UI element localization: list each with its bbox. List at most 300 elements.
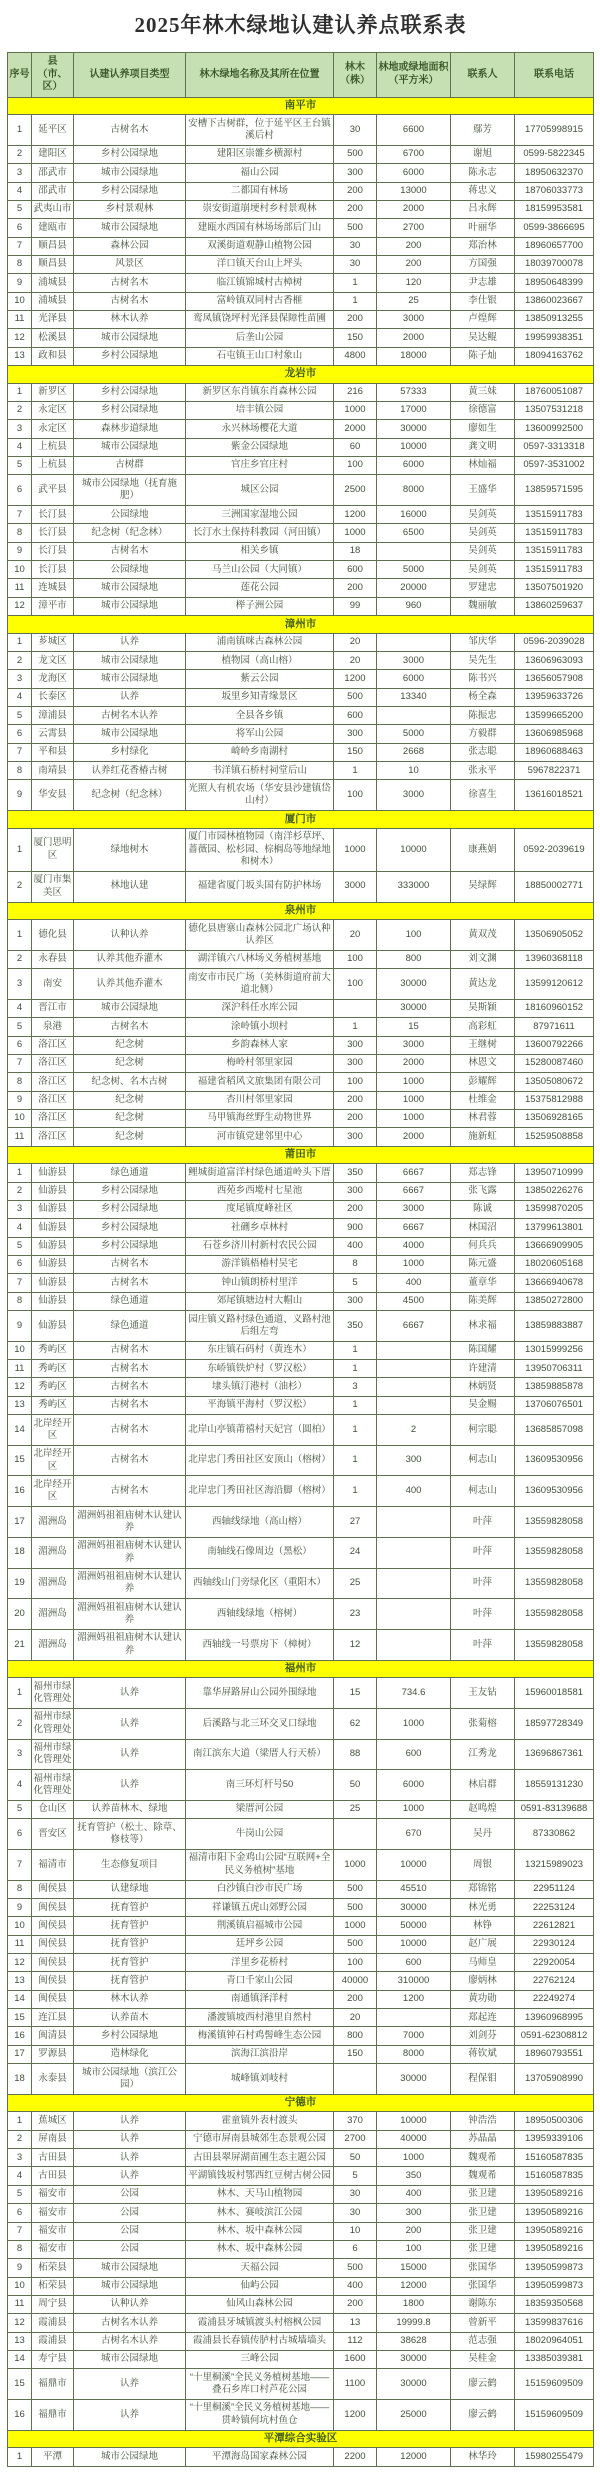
cell-county: 浦城县	[32, 292, 74, 310]
cell-location: 相关乡镇	[186, 542, 334, 560]
cell-trees: 62	[334, 1708, 377, 1739]
cell-location: 洋里乡花桥村	[186, 1954, 334, 1972]
table-row	[8, 2064, 594, 2095]
table-row	[8, 871, 594, 902]
cell-project-type: 认养	[74, 1678, 186, 1709]
cell-project-type: 城市公园绿地	[74, 579, 186, 597]
cell-location: 园庄镇义路村绿色通道、义路村池后组左弯	[186, 1311, 334, 1342]
cell-county: 屏南县	[32, 2130, 74, 2148]
cell-project-type: 公园	[74, 2222, 186, 2240]
cell-trees: 25	[334, 1800, 377, 1818]
cell-trees: 800	[334, 2027, 377, 2045]
cell-index: 18	[8, 1537, 32, 1568]
cell-index: 7	[8, 1054, 32, 1072]
cell-area: 13340	[377, 688, 451, 706]
cell-project-type: 古树名木	[74, 542, 186, 560]
cell-county: 闽侯县	[32, 1990, 74, 2008]
cell-trees: 150	[334, 329, 377, 347]
cell-trees: 5	[334, 2167, 377, 2185]
cell-phone: 13609530956	[515, 1476, 594, 1507]
cell-location: 游洋镇梧椿村吴宅	[186, 1255, 334, 1273]
cell-area: 25000	[377, 2399, 451, 2430]
cell-location: 林木、坂中森林公园	[186, 2240, 334, 2258]
cell-location: 坂里乡知青缘景区	[186, 688, 334, 706]
cell-county: 德化县	[32, 920, 74, 951]
cell-index: 2	[8, 871, 32, 902]
cell-area: 57333	[377, 383, 451, 401]
cell-county: 福州市绿化管理处	[32, 1739, 74, 1770]
cell-index: 7	[8, 1849, 32, 1880]
header-row	[8, 53, 594, 98]
cell-area: 5000	[377, 561, 451, 579]
cell-phone: 13505080672	[515, 1073, 594, 1091]
cell-contact: 徐德富	[451, 401, 515, 419]
cell-trees: 1	[334, 762, 377, 780]
cell-location: 钟山镇朗桥村里洋	[186, 1274, 334, 1292]
cell-area: 50000	[377, 1917, 451, 1935]
cell-contact: 罗建忠	[451, 579, 515, 597]
cell-location: 西轴线山门旁绿化区（重阳木）	[186, 1568, 334, 1599]
cell-index: 5	[8, 1237, 32, 1255]
cell-county: 福安市	[32, 2185, 74, 2203]
cell-county: 上杭县	[32, 438, 74, 456]
cell-trees: 8	[334, 1255, 377, 1273]
table-row	[8, 652, 594, 670]
cell-phone: 13656057908	[515, 670, 594, 688]
cell-project-type: 绿色通道	[74, 1164, 186, 1182]
cell-trees: 350	[334, 1311, 377, 1342]
cell-contact: 魏丽敏	[451, 597, 515, 615]
cell-contact: 陈国耀	[451, 1341, 515, 1359]
cell-phone: 13696867361	[515, 1739, 594, 1770]
cell-phone: 13599870205	[515, 1200, 594, 1218]
cell-trees: 1200	[334, 2399, 377, 2430]
cell-county: 洛江区	[32, 1091, 74, 1109]
cell-county: 闽侯县	[32, 1899, 74, 1917]
table-row	[8, 1899, 594, 1917]
cell-county: 洛江区	[32, 1036, 74, 1054]
cell-phone: 0597-3531002	[515, 456, 594, 474]
cell-phone: 13859885878	[515, 1378, 594, 1396]
cell-index: 3	[8, 670, 32, 688]
cell-area: 734.6	[377, 1678, 451, 1709]
cell-contact: 郑志锋	[451, 1164, 515, 1182]
col-header-index: 序号	[8, 53, 32, 98]
cell-county: 仙游县	[32, 1255, 74, 1273]
cell-location: 乡韵森林人家	[186, 1036, 334, 1054]
cell-contact: 董章华	[451, 1274, 515, 1292]
cell-contact: 许建清	[451, 1360, 515, 1378]
cell-county: 泉港	[32, 1018, 74, 1036]
cell-phone: 13950706311	[515, 1360, 594, 1378]
cell-county: 湄洲岛	[32, 1507, 74, 1538]
cell-county: 罗源县	[32, 2045, 74, 2063]
cell-location: 宁德市屏南县城郊生态景观公园	[186, 2130, 334, 2148]
table-row	[8, 670, 594, 688]
cell-area: 300	[377, 2204, 451, 2222]
cell-index: 6	[8, 1819, 32, 1850]
cell-index: 11	[8, 1128, 32, 1146]
cell-index: 16	[8, 2399, 32, 2430]
cell-contact: 林光勇	[451, 1899, 515, 1917]
section-title: 泉州市	[8, 902, 594, 920]
cell-phone: 13850913255	[515, 310, 594, 328]
cell-trees: 30	[334, 255, 377, 273]
cell-area: 670	[377, 1819, 451, 1850]
table-row	[8, 1990, 594, 2008]
cell-area	[377, 1507, 451, 1538]
cell-location: 永兴林场樱花大道	[186, 420, 334, 438]
table-row	[8, 1396, 594, 1414]
cell-project-type: 城市公园绿地	[74, 219, 186, 237]
cell-location: 福山公园	[186, 164, 334, 182]
cell-county: 晋安区	[32, 1819, 74, 1850]
cell-project-type: 认养	[74, 2167, 186, 2185]
cell-location: 仙屿公园	[186, 2277, 334, 2295]
cell-index: 10	[8, 292, 32, 310]
cell-trees: 900	[334, 1219, 377, 1237]
table-row	[8, 1445, 594, 1476]
table-row	[8, 1415, 594, 1446]
cell-area: 400	[377, 1274, 451, 1292]
cell-index: 4	[8, 1219, 32, 1237]
cell-phone: 15960018581	[515, 1678, 594, 1709]
cell-location: 双溪街道观静山植物公园	[186, 237, 334, 255]
cell-index: 13	[8, 1396, 32, 1414]
cell-phone: 22253124	[515, 1899, 594, 1917]
cell-county: 连城县	[32, 579, 74, 597]
cell-county: 厦门市集美区	[32, 871, 74, 902]
cell-trees: 1000	[334, 828, 377, 871]
cell-project-type: 城市公园绿地	[74, 999, 186, 1017]
cell-project-type: 古树名木	[74, 1255, 186, 1273]
cell-project-type: 认养	[74, 1708, 186, 1739]
cell-phone: 15159609509	[515, 2369, 594, 2400]
cell-location: 德化县唐寨山森林公园北广场认种认养区	[186, 920, 334, 951]
cell-area	[377, 1599, 451, 1630]
cell-location: 东峤镇铁炉村（罗汉松）	[186, 1360, 334, 1378]
cell-project-type: 抚育管护	[74, 1935, 186, 1953]
table-row	[8, 1954, 594, 1972]
cell-index: 13	[8, 2332, 32, 2350]
cell-index: 18	[8, 2064, 32, 2095]
cell-area: 200	[377, 237, 451, 255]
cell-area: 2000	[377, 1128, 451, 1146]
cell-project-type: 认养	[74, 688, 186, 706]
cell-county: 顺昌县	[32, 255, 74, 273]
cell-location: 西轴线绿地（高山榕）	[186, 1507, 334, 1538]
cell-trees: 350	[334, 1164, 377, 1182]
cell-index: 14	[8, 2350, 32, 2368]
cell-contact: 林恩文	[451, 1054, 515, 1072]
cell-phone: 18950500306	[515, 2112, 594, 2130]
cell-index: 9	[8, 780, 32, 811]
cell-trees: 300	[334, 1182, 377, 1200]
cell-trees: 400	[334, 2277, 377, 2295]
cell-county: 长汀县	[32, 524, 74, 542]
cell-phone: 0591-83139688	[515, 1800, 594, 1818]
cell-index: 2	[8, 2130, 32, 2148]
cell-county: 仓山区	[32, 1800, 74, 1818]
cell-phone: 13950710999	[515, 1164, 594, 1182]
table-row	[8, 2448, 594, 2466]
cell-index: 4	[8, 688, 32, 706]
cell-area: 38628	[377, 2332, 451, 2350]
table-row	[8, 1629, 594, 1660]
cell-location: “十里桐溪”全民义务植树基地——贯岭镇何坑村鱼仓	[186, 2399, 334, 2430]
cell-location: 马兰山公园（大同镇）	[186, 561, 334, 579]
cell-phone: 13860259637	[515, 597, 594, 615]
cell-contact: 郑起连	[451, 2009, 515, 2027]
cell-trees: 13	[334, 2314, 377, 2332]
cell-index: 8	[8, 762, 32, 780]
cell-contact: 方毅群	[451, 725, 515, 743]
table-row	[8, 1255, 594, 1273]
cell-trees: 20	[334, 633, 377, 651]
cell-contact: 柯宗聪	[451, 1415, 515, 1446]
cell-contact: 张菊榕	[451, 1708, 515, 1739]
cell-project-type: 认养苗木	[74, 2009, 186, 2027]
cell-phone: 15160587835	[515, 2149, 594, 2167]
cell-area: 15000	[377, 2259, 451, 2277]
cell-contact: 范志强	[451, 2332, 515, 2350]
cell-phone: 13015999256	[515, 1341, 594, 1359]
cell-contact: 吴金赐	[451, 1396, 515, 1414]
cell-area: 600	[377, 1954, 451, 1972]
cell-area: 10000	[377, 438, 451, 456]
cell-area: 2000	[377, 1054, 451, 1072]
cell-trees: 27	[334, 1507, 377, 1538]
cell-project-type: 乡村绿化	[74, 743, 186, 761]
cell-phone: 18020964051	[515, 2332, 594, 2350]
cell-index: 1	[8, 828, 32, 871]
cell-phone: 18950648399	[515, 274, 594, 292]
cell-contact: 周银	[451, 1849, 515, 1880]
cell-location: 杏川村邻里家园	[186, 1091, 334, 1109]
cell-phone: 13960968995	[515, 2009, 594, 2027]
cell-contact: 叶丽华	[451, 219, 515, 237]
cell-project-type: 乡村公园绿地	[74, 145, 186, 163]
cell-phone: 18960688463	[515, 743, 594, 761]
cell-county: 福安市	[32, 2222, 74, 2240]
cell-county: 邵武市	[32, 182, 74, 200]
cell-county: 闽侯县	[32, 1935, 74, 1953]
cell-location: 莲花公园	[186, 579, 334, 597]
cell-project-type: 乡村公园绿地	[74, 383, 186, 401]
cell-index: 8	[8, 524, 32, 542]
cell-county: 闽侯县	[32, 1972, 74, 1990]
cell-trees: 30	[334, 2185, 377, 2203]
cell-contact: 吴桂金	[451, 2350, 515, 2368]
table-row	[8, 969, 594, 1000]
cell-contact: 高彩虹	[451, 1018, 515, 1036]
cell-project-type: 湄洲妈祖祖庙树木认建认养	[74, 1599, 186, 1630]
cell-area: 1000	[377, 1708, 451, 1739]
cell-project-type: 城市公园绿地	[74, 2259, 186, 2277]
table-row	[8, 2314, 594, 2332]
cell-index: 12	[8, 329, 32, 347]
cell-contact: 蒋忠义	[451, 182, 515, 200]
cell-project-type: 认养	[74, 1770, 186, 1801]
cell-index: 5	[8, 707, 32, 725]
cell-index: 6	[8, 2204, 32, 2222]
table-row	[8, 597, 594, 615]
cell-phone: 13606963093	[515, 652, 594, 670]
cell-phone: 22951124	[515, 1880, 594, 1898]
table-row	[8, 1237, 594, 1255]
cell-trees: 300	[334, 1036, 377, 1054]
cell-contact: 叶萍	[451, 1599, 515, 1630]
cell-index: 1	[8, 383, 32, 401]
cell-project-type: 认养	[74, 633, 186, 651]
cell-area: 2668	[377, 743, 451, 761]
cell-contact: 陈美辉	[451, 1292, 515, 1310]
cell-project-type: 乡村公园绿地	[74, 347, 186, 365]
cell-project-type: 纪念树	[74, 1091, 186, 1109]
cell-contact: 叶萍	[451, 1537, 515, 1568]
cell-county: 武平县	[32, 475, 74, 506]
cell-contact: 王盛华	[451, 475, 515, 506]
cell-project-type: 风景区	[74, 255, 186, 273]
cell-trees: 50	[334, 1770, 377, 1801]
cell-location: 荆溪镇启福城市公园	[186, 1917, 334, 1935]
cell-trees	[334, 999, 377, 1017]
table-row	[8, 1568, 594, 1599]
cell-phone: 87971611	[515, 1018, 594, 1036]
cell-area: 25	[377, 292, 451, 310]
cell-county: 秀屿区	[32, 1341, 74, 1359]
contact-table	[7, 52, 594, 2467]
cell-index: 4	[8, 182, 32, 200]
cell-area: 300	[377, 1445, 451, 1476]
cell-county: 北岸经开区	[32, 1476, 74, 1507]
cell-phone: 18559131230	[515, 1770, 594, 1801]
cell-location: 鸾凤镇饶坪村光泽县保障性苗圃	[186, 310, 334, 328]
table-row	[8, 1164, 594, 1182]
cell-area: 30000	[377, 999, 451, 1017]
cell-area	[377, 1341, 451, 1359]
cell-county: 仙游县	[32, 1219, 74, 1237]
cell-phone: 13559828058	[515, 1629, 594, 1660]
table-row	[8, 1360, 594, 1378]
cell-index: 15	[8, 2009, 32, 2027]
cell-location: 霍童镇外表村渡头	[186, 2112, 334, 2130]
cell-contact: 廖云鹤	[451, 2369, 515, 2400]
cell-contact: 徐喜生	[451, 780, 515, 811]
cell-trees: 1600	[334, 2350, 377, 2368]
cell-contact: 林国沼	[451, 1219, 515, 1237]
cell-location: 埭头镇汀港村（油杉）	[186, 1378, 334, 1396]
cell-trees: 500	[334, 219, 377, 237]
cell-location: 福清市阳下金鸡山公园“互联网+全民义务植树”基地	[186, 1849, 334, 1880]
cell-area: 2000	[377, 200, 451, 218]
cell-county: 古田县	[32, 2149, 74, 2167]
cell-trees: 370	[334, 2112, 377, 2130]
cell-area: 6700	[377, 145, 451, 163]
cell-location: 白沙镇白沙市民广场	[186, 1880, 334, 1898]
cell-trees: 60	[334, 438, 377, 456]
cell-phone: 18960657700	[515, 237, 594, 255]
cell-project-type: 纪念树	[74, 1036, 186, 1054]
cell-contact: 陈书兴	[451, 670, 515, 688]
cell-area: 3000	[377, 310, 451, 328]
cell-area	[377, 1629, 451, 1660]
cell-area: 2	[377, 1415, 451, 1446]
cell-phone: 13799613801	[515, 1219, 594, 1237]
cell-phone: 13559828058	[515, 1507, 594, 1538]
cell-project-type: 城市公园绿地	[74, 164, 186, 182]
cell-location: 富岭镇双同村古香榧	[186, 292, 334, 310]
cell-county: 仙游县	[32, 1237, 74, 1255]
cell-trees: 23	[334, 1599, 377, 1630]
cell-index: 5	[8, 1018, 32, 1036]
cell-phone: 0592-2039619	[515, 828, 594, 871]
cell-phone: 0599-3866695	[515, 219, 594, 237]
cell-county: 湄洲岛	[32, 1568, 74, 1599]
cell-county: 芗城区	[32, 633, 74, 651]
cell-county: 闽侯县	[32, 1917, 74, 1935]
cell-index: 1	[8, 1164, 32, 1182]
cell-phone: 0596-2039028	[515, 633, 594, 651]
section-title: 南平市	[8, 97, 594, 115]
cell-index: 4	[8, 2167, 32, 2185]
cell-trees: 1	[334, 1415, 377, 1446]
cell-phone: 13950589216	[515, 2204, 594, 2222]
cell-county: 福安市	[32, 2240, 74, 2258]
cell-area: 200	[377, 255, 451, 273]
table-row	[8, 145, 594, 163]
table-row	[8, 2009, 594, 2027]
cell-county: 厦门思明区	[32, 828, 74, 871]
cell-project-type: 古树名木	[74, 1445, 186, 1476]
table-row	[8, 1109, 594, 1127]
table-row	[8, 1274, 594, 1292]
table-row	[8, 762, 594, 780]
cell-location: 平潭海岛国家森林公园	[186, 2448, 334, 2466]
table-row	[8, 1507, 594, 1538]
cell-index: 21	[8, 1629, 32, 1660]
cell-phone: 5967822371	[515, 762, 594, 780]
cell-contact: 何兵兵	[451, 1237, 515, 1255]
cell-index: 1	[8, 2112, 32, 2130]
cell-index: 3	[8, 164, 32, 182]
cell-index: 1	[8, 115, 32, 146]
cell-index: 9	[8, 2259, 32, 2277]
cell-contact: 吴先生	[451, 652, 515, 670]
cell-contact: 廖如生	[451, 420, 515, 438]
cell-county: 永春县	[32, 950, 74, 968]
cell-index: 11	[8, 579, 32, 597]
cell-county: 仙游县	[32, 1182, 74, 1200]
cell-trees: 1	[334, 1396, 377, 1414]
table-row	[8, 1091, 594, 1109]
cell-index: 9	[8, 274, 32, 292]
section-row	[8, 811, 594, 829]
cell-phone: 13950589216	[515, 2222, 594, 2240]
cell-county: 北岸经开区	[32, 1415, 74, 1446]
cell-trees: 1	[334, 274, 377, 292]
cell-phone: 13559828058	[515, 1568, 594, 1599]
col-header-area: 林地或绿地面积（平方米）	[377, 53, 451, 98]
table-row	[8, 1935, 594, 1953]
cell-county: 福州市绿化管理处	[32, 1678, 74, 1709]
cell-trees: 200	[334, 1091, 377, 1109]
cell-trees: 2000	[334, 420, 377, 438]
cell-trees: 18	[334, 542, 377, 560]
cell-project-type: 绿地树木	[74, 828, 186, 871]
cell-contact: 陈元盛	[451, 1255, 515, 1273]
cell-phone: 0599-5822345	[515, 145, 594, 163]
